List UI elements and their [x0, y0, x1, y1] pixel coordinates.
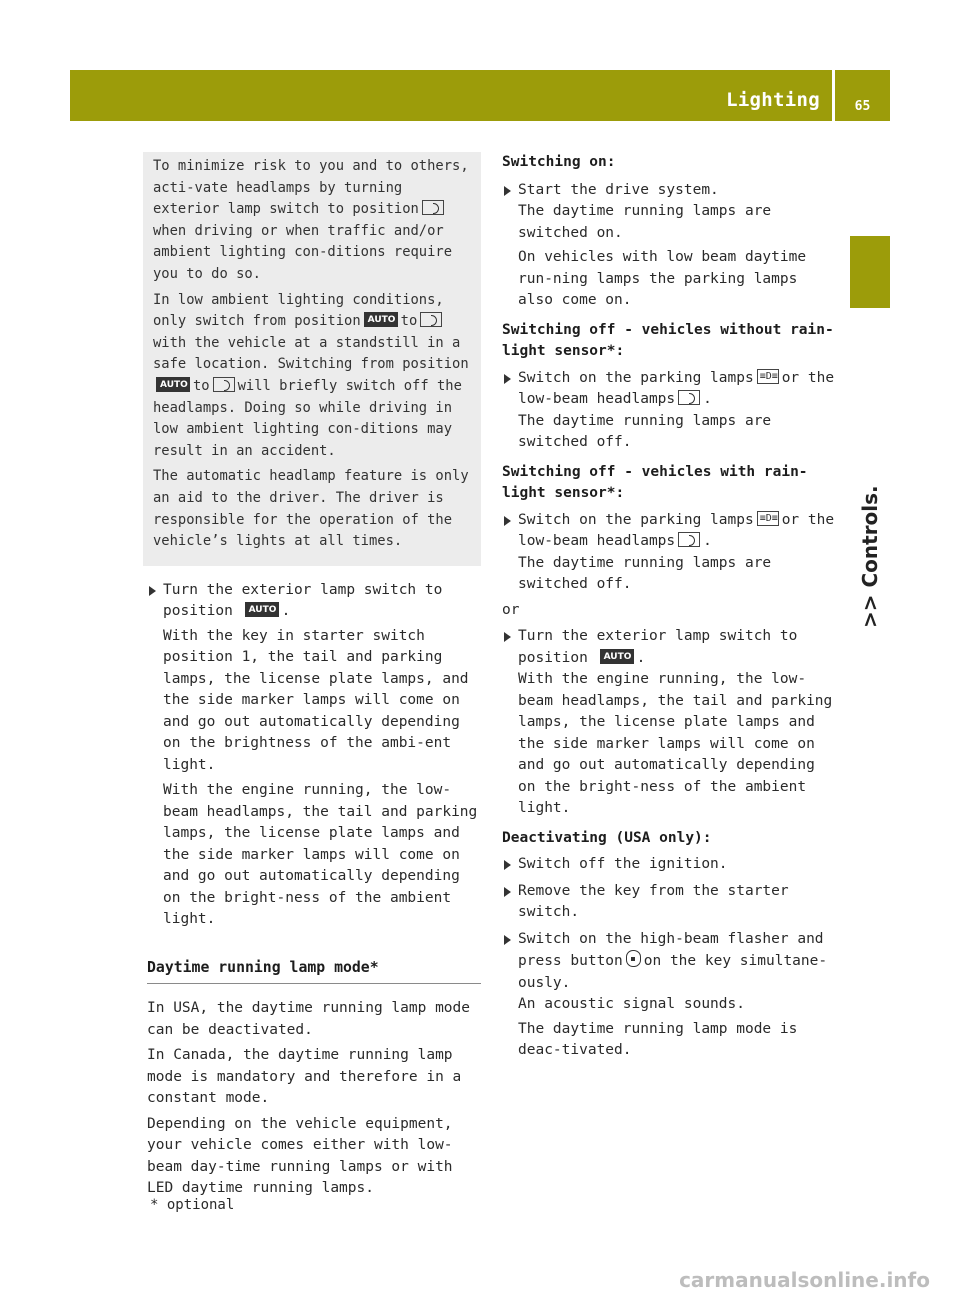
warning-paragraph-1 [153, 156, 475, 286]
step-text: Turn the exterior lamp switch to position [518, 628, 798, 666]
subheading: Switching on: [502, 154, 616, 170]
body-paragraph: In USA, the daytime running lamp mode can be deactivated. [147, 1000, 471, 1038]
warning-box [143, 152, 481, 566]
low-beam-icon [678, 532, 700, 547]
side-tab-text: >> Controls. [858, 485, 882, 628]
footnote: * optional [150, 1197, 235, 1213]
step-text: on the key simultane-ously. [518, 953, 828, 991]
side-tab-label [850, 318, 890, 638]
subheading: Switching off - vehicles with rain-light sensor*: [502, 463, 808, 501]
or-text: or [502, 601, 520, 618]
low-beam-icon [678, 390, 700, 405]
step-text: Turn the exterior lamp switch to position [163, 581, 443, 620]
step-item [502, 929, 836, 995]
page-number: 65 [854, 99, 871, 114]
subheading: Switching off - vehicles without rain-light sensor*: [502, 321, 834, 359]
side-tab-marker [850, 236, 890, 308]
warning-text: To minimize risk to you and to others, acti-vate headlamps by turning exterior lamp switch to position [153, 158, 469, 218]
result-text: With the engine running, the low-beam headlamps, the tail and parking lamps, the license plate lamps and the side marker lamps will come on and go out automatically depending on the bright-ness of the ambient light. [163, 782, 478, 928]
low-beam-icon [213, 377, 235, 392]
auto-icon [156, 377, 190, 392]
subheading: Deactivating (USA only): [502, 829, 712, 846]
auto-icon [364, 312, 398, 327]
step-item: Switch off the ignition. [502, 854, 836, 876]
section-heading: Daytime running lamp mode* [147, 957, 481, 985]
step-item [502, 626, 836, 669]
step-text: Switch on the high-beam flasher and press button [518, 930, 824, 969]
right-column [502, 152, 836, 1062]
left-column [147, 152, 481, 1204]
step-text: or the low-beam headlamps [518, 369, 835, 407]
warning-text: when driving or when traffic and/or ambient lighting con-ditions require you to do so. [153, 222, 453, 282]
result-text: With the key in starter switch position 1, the tail and parking lamps, the license plate lamps, and the side marker lamps will come on and go out automatically depending on the brightness of the ambi-ent light. [163, 627, 469, 773]
result-text: An acoustic signal sounds. [518, 996, 745, 1012]
warning-text: to [193, 377, 210, 394]
result-text: The daytime running lamps are switched off. [518, 554, 772, 592]
step-item: Remove the key from the starter switch. [502, 881, 836, 924]
page-section-title: Lighting [726, 89, 820, 111]
body-paragraph: In Canada, the daytime running lamp mode is mandatory and therefore in a constant mode. [147, 1047, 462, 1107]
step-text: Switch on the parking lamps [518, 369, 754, 386]
watermark: carmanualsonline.info [679, 1268, 930, 1292]
step-item [502, 368, 836, 411]
warning-text: will briefly switch off the headlamps. Doing so while driving in low ambient lighting con-ditions may result in an accident. [153, 377, 462, 459]
auto-icon [245, 602, 279, 617]
result-text: The daytime running lamps are switched off. [518, 412, 772, 450]
step-text: . [281, 603, 291, 620]
warning-text: In low ambient lighting conditions, only switch from position [153, 291, 444, 330]
warning-text: Switching from position [277, 356, 469, 373]
warning-paragraph-3: The automatic headlamp feature is only an aid to the driver. The driver is responsible for the operation of the vehicle’s lights at all times. [153, 468, 469, 550]
auto-icon [600, 649, 634, 664]
result-text: With the engine running, the low-beam headlamps, the tail and parking lamps, the license plate lamps and the side marker lamps will come on and go out automatically depending on the bright-ness of the ambient light. [518, 671, 833, 816]
page-number-box [835, 70, 890, 121]
step-item [502, 510, 836, 553]
warning-text: to [400, 313, 418, 330]
parking-lamp-icon [757, 511, 779, 526]
step-text: or the low-beam headlamps [518, 511, 835, 549]
header-bar [70, 70, 832, 121]
step-text: . [703, 391, 712, 407]
lock-button-icon [626, 950, 641, 967]
low-beam-icon [422, 200, 444, 215]
warning-paragraph-2 [153, 290, 475, 463]
step-text: . [703, 533, 712, 549]
result-text: The daytime running lamp mode is deac-tivated. [518, 1020, 798, 1058]
parking-lamp-icon [757, 369, 779, 384]
low-beam-icon [420, 312, 442, 327]
step-text: . [636, 649, 646, 666]
step-item [147, 580, 481, 623]
result-text: On vehicles with low beam daytime run-ning lamps the parking lamps also come on. [518, 249, 807, 308]
step-item: Start the drive system. [502, 180, 836, 202]
result-text: The daytime running lamps are switched on. [518, 203, 772, 241]
warning-text: with the vehicle at a standstill in a safe location. [153, 334, 461, 373]
body-paragraph: Depending on the vehicle equipment, your vehicle comes either with low-beam day-time running lamps or with LED daytime running lamps. [147, 1115, 453, 1197]
step-text: Switch on the parking lamps [518, 511, 754, 528]
